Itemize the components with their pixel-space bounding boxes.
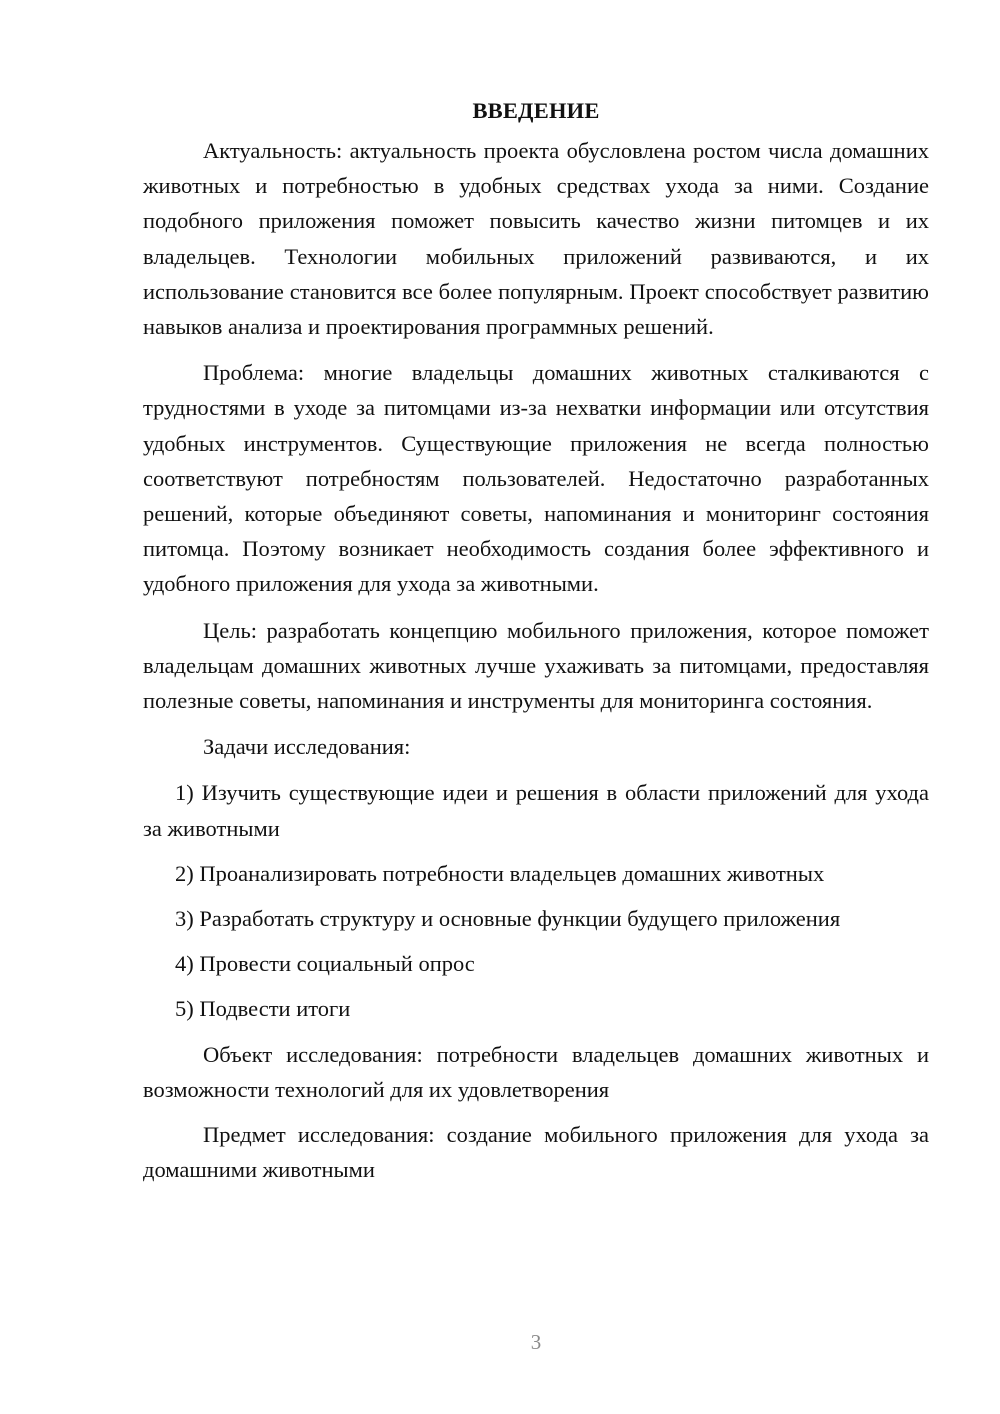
task-item: 2) Проанализировать потребности владельцев домашних животных: [175, 860, 825, 886]
task-item: 1) Изучить существующие идеи и решения в области приложений для ухода за животными: [143, 780, 929, 841]
problem-paragraph: Проблема: многие владельцы домашних животных сталкиваются с трудностями в уходе за питомцами из-за нехватки информации или отсутствия удобных инструментов. Существующие приложения не всегда полностью соответствуют потребностям пользователей. Недостаточно разработанных решений, которые объединяют советы, напоминания и мониторинг состояния питомца. Поэтому возникает необходимость создания более эффективного и удобного приложения для ухода за животными.: [143, 360, 929, 597]
task-item: 3) Разработать структуру и основные функции будущего приложения: [175, 906, 841, 932]
tasks-heading: Задачи исследования:: [203, 734, 411, 760]
relevance-paragraph: Актуальность: актуальность проекта обусловлена ростом числа домашних животных и потребностью в удобных средствах ухода за ними. Создание подобного приложения поможет повысить качество жизни питомцев и их владельцев. Технологии мобильных приложений развиваются, и их использование становится все более популярным. Проект способствует развитию навыков анализа и проектирования программных решений.: [143, 138, 929, 340]
section-title: ВВЕДЕНИЕ: [472, 98, 600, 123]
task-item: 5) Подвести итоги: [175, 996, 351, 1022]
document-page: [143, 94, 929, 1197]
object-paragraph: Объект исследования: потребности владельцев домашних животных и возможности технологий для их удовлетворения: [143, 1041, 929, 1102]
page-number: 3: [530, 1330, 542, 1354]
tasks-list: [143, 775, 929, 1026]
goal-paragraph: Цель: разработать концепцию мобильного приложения, которое поможет владельцам домашних животных лучше ухаживать за питомцами, предоставляя полезные советы, напоминания и инструменты для мониторинга состояния.: [143, 617, 929, 714]
task-item: 4) Провести социальный опрос: [175, 951, 475, 977]
subject-paragraph: Предмет исследования: создание мобильного приложения для ухода за домашними животными: [143, 1122, 929, 1183]
